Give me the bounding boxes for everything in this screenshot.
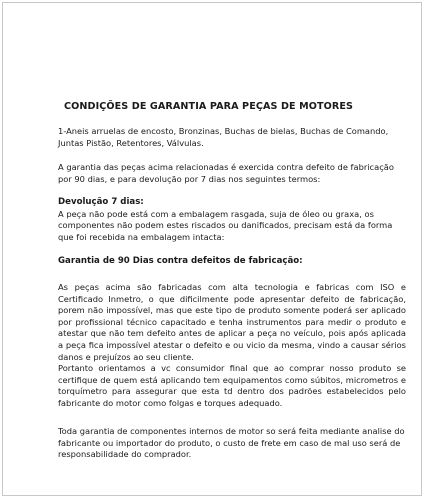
intro-paragraph: A garantia das peças acima relacionadas é exercida contra defeito de fabricação por 90 dias, e para devolução por 7 dias nos seguintes termos: (58, 162, 394, 184)
closing-paragraph: Toda garantia de componentes internos de motor so será feita mediante analise do fabricante ou importador do produto, o custo de frete em caso de mal uso será de responsabilidade do comprador. (58, 426, 405, 460)
return-paragraph: A peça não pode está com a embalagem rasgada, suja de óleo ou graxa, os componentes não podem estes riscados ou danificados, precisam está da forma que foi recebida na embalagem intacta: (58, 208, 393, 242)
document-title: CONDIÇÕES DE GARANTIA PARA PEÇAS DE MOTORES (64, 101, 354, 112)
warranty-paragraph-2: Portanto orientamos a vc consumidor final que ao comprar nosso produto se certifique de quem está aplicando tem equipamentos como súbitos, micrometros e torquímetro para assegurar que esta td dentro dos padrões estabelecidos pelo fabricante do motor como folgas e torques adequado. (58, 363, 406, 408)
return-heading: Devolução 7 dias: (58, 197, 144, 207)
parts-list: 1-Aneis arruelas de encosto, Bronzinas, Buchas de bielas, Buchas de Comando, Juntas Pistão, Retentores, Válvulas. (58, 126, 389, 148)
warranty-heading: Garantia de 90 Dias contra defeitos de fabricação: (58, 256, 303, 266)
warranty-paragraph-1: As peças acima são fabricadas com alta tecnologia e fabricas com ISO e Certificado Inmetro, o que dificilmente pode apresentar defeito de fabricação, porem não impossível, mas que este tipo de produto somente poderá ser aplicado por profissional técnico capacitado e tenha instrumentos para medir o produto e atestar que não tem defeito antes de aplicar a peça no veículo, pois após aplicada a peça fica impossível atestar o defeito e ou vicio da mesma, vindo a causar sérios danos e prejuízos ao seu cliente. (58, 282, 406, 362)
page-frame (2, 2, 422, 496)
